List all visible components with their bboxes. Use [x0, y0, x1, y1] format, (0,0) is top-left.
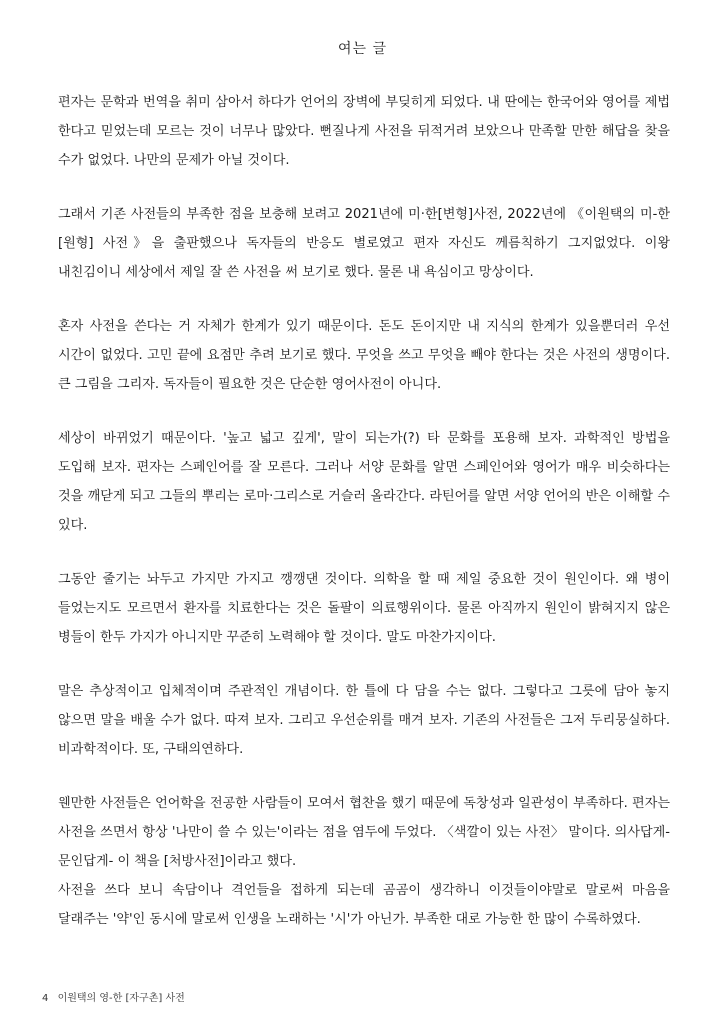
paragraph-8: 사전을 쓰다 보니 속담이나 격언들을 접하게 되는데 곰곰이 생각하니 이것들이야말로 말로써 마음을 달래주는 '약'인 동시에 말로써 인생을 노래하는 '시'가 아닌가. 부족한 대로 가능한 한 많이 수록하였다.	[58, 883, 670, 927]
running-book-title: 이원택의 영-한 [자구촌] 사전	[57, 993, 185, 1004]
paragraph-7: 웬만한 사전들은 언어학을 전공한 사람들이 모여서 협찬을 했기 때문에 독창성과 일관성이 부족하다. 편자는 사전을 쓰면서 항상 '나만이 쓸 수 있는'이라는 점을 염두에 두었다. 〈색깔이 있는 사전〉 말이다. 의사답게- 문인답게- 이 책을 [처방사전]이라고 했다.	[58, 796, 670, 869]
paragraph-1: 편자는 문학과 번역을 취미 삼아서 하다가 언어의 장벽에 부딪히게 되었다. 내 딴에는 한국어와 영어를 제법 한다고 믿었는데 모르는 것이 너무나 많았다. 뻔질나게 사전을 뒤적거려 보았으나 만족할 만한 해답을 찾을 수가 없었다. 나만의 문제가 아닐 것이다.	[58, 95, 670, 168]
paragraph-5: 그동안 줄기는 놔두고 가지만 가지고 깽깽댄 것이다. 의학을 할 때 제일 중요한 것이 원인이다. 왜 병이 들었는지도 모르면서 환자를 치료한다는 것은 돌팔이 의료행위이다. 물론 아직까지 원인이 밝혀지지 않은 병들이 한두 가지가 아니지만 꾸준히 노력해야 할 것이다. 말도 마찬가지이다.	[58, 572, 670, 645]
body-text	[58, 88, 670, 959]
paragraph-6: 말은 추상적이고 입체적이며 주관적인 개념이다. 한 틀에 다 담을 수는 없다. 그렇다고 그릇에 담아 놓지 않으면 말을 배울 수가 없다. 따져 보자. 그리고 우선순위를 매겨 보자. 기존의 사전들은 그저 두리뭉실하다. 비과학적이다. 또, 구태의연하다.	[58, 684, 670, 757]
page-title: 여는 글	[337, 41, 388, 57]
paragraph-3: 혼자 사전을 쓴다는 거 자체가 한계가 있기 때문이다. 돈도 돈이지만 내 지식의 한계가 있을뿐더러 우선 시간이 없었다. 고민 끝에 요점만 추려 보기로 했다. 무엇을 쓰고 무엇을 빼야 한다는 것은 사전의 생명이다. 큰 그림을 그리자. 독자들이 필요한 것은 단순한 영어사전이 아니다.	[58, 319, 670, 392]
paragraph-2: 그래서 기존 사전들의 부족한 점을 보충해 보려고 2021년에 미·한[변형]사전, 2022년에 《이원택의 미-한[원형] 사전》을 출판했으나 독자들의 반응도 별로였고 편자 자신도 께름칙하기 그지없었다. 이왕 내친김이니 세상에서 제일 잘 쓴 사전을 써 보기로 했다. 물론 내 욕심이고 망상이다.	[58, 207, 670, 280]
page-footer	[42, 989, 185, 1004]
page-number: 4	[42, 993, 49, 1004]
paragraph-4: 세상이 바뀌었기 때문이다. '높고 넓고 깊게', 말이 되는가(?) 타 문화를 포용해 보자. 과학적인 방법을 도입해 보자. 편자는 스페인어를 잘 모른다. 그러나 서양 문화를 알면 스페인어와 영어가 매우 비슷하다는 것을 깨닫게 되고 그들의 뿌리는 로마·그리스로 거슬러 올라간다. 라틴어를 알면 서양 언어의 반은 이해할 수 있다.	[58, 431, 670, 533]
